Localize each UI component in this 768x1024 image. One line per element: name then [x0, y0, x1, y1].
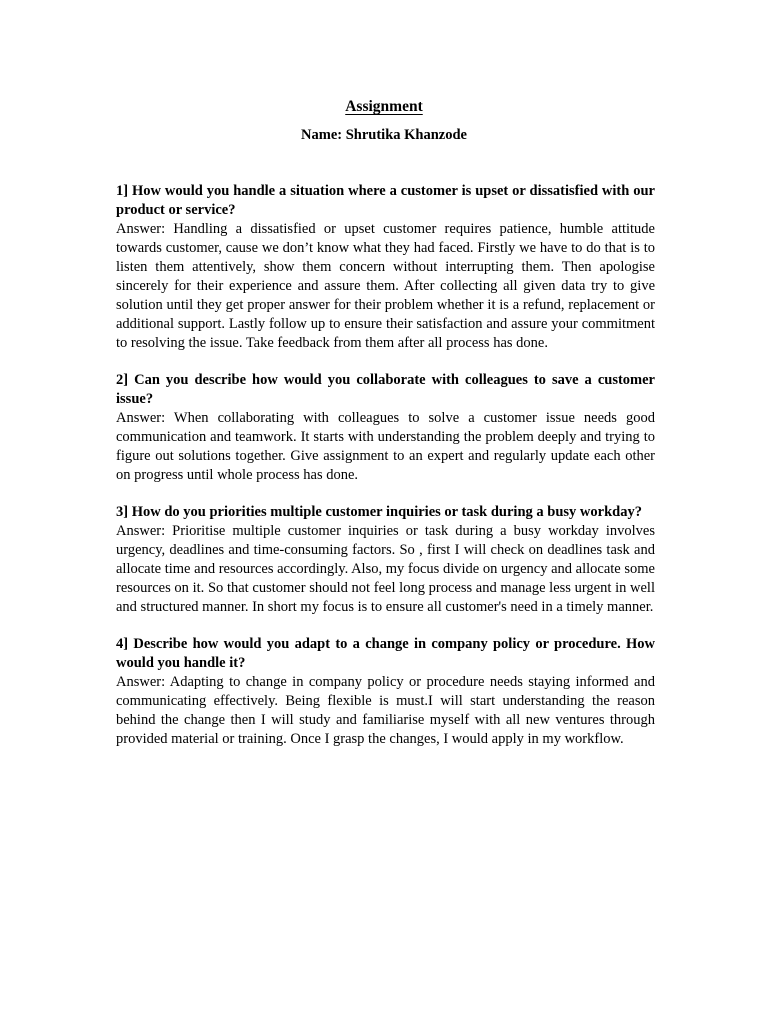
qa-item-1 — [116, 182, 655, 353]
document-body — [116, 182, 655, 767]
question-4: 4] Describe how would you adapt to a change in company policy or procedure. How would you handle it? — [116, 636, 655, 671]
question-2: 2] Can you describe how would you collaborate with colleagues to save a customer issue? — [116, 372, 655, 407]
qa-item-2 — [116, 371, 655, 485]
document-title — [0, 97, 768, 117]
question-1: 1] How would you handle a situation where a customer is upset or dissatisfied with our product or service? — [116, 183, 655, 218]
answer-4: Answer: Adapting to change in company policy or procedure needs staying informed and communicating effectively. Being flexible is must.I will start understanding the reason behind the change then I will study and familiarise myself with all new ventures through provided material or training. Once I grasp the changes, I would apply in my workflow. — [116, 674, 655, 747]
answer-2: Answer: When collaborating with colleagues to solve a customer issue needs good communication and teamwork. It starts with understanding the problem deeply and trying to figure out solutions together. Give assignment to an expert and regularly update each other on progress until whole process has done. — [116, 410, 655, 483]
document-title-text: Assignment — [345, 98, 423, 115]
author-name: Name: Shrutika Khanzode — [301, 127, 467, 143]
answer-3: Answer: Prioritise multiple customer inquiries or task during a busy workday involves urgency, deadlines and time-consuming factors. So , first I will check on deadlines task and allocate time and resources accordingly. Also, my focus divide on urgency and allocate some resources on it. So that customer should not feel long process and manage less urgent in well and structured manner. In short my focus is to ensure all customer's need in a timely manner. — [116, 523, 655, 615]
qa-item-4 — [116, 635, 655, 749]
question-3: 3] How do you priorities multiple customer inquiries or task during a busy workday? — [116, 504, 642, 520]
qa-item-3 — [116, 503, 655, 617]
answer-1: Answer: Handling a dissatisfied or upset customer requires patience, humble attitude towards customer, cause we don’t know what they had faced. Firstly we have to do that is to listen them attentively, show them concern without interrupting them. Then apologise sincerely for their experience and assure them. After collecting all given data try to give solution until they get proper answer for their problem whether it is a refund, replacement or additional support. Lastly follow up to ensure their satisfaction and assure your commitment to resolving the issue. Take feedback from them after all process has done. — [116, 221, 655, 351]
